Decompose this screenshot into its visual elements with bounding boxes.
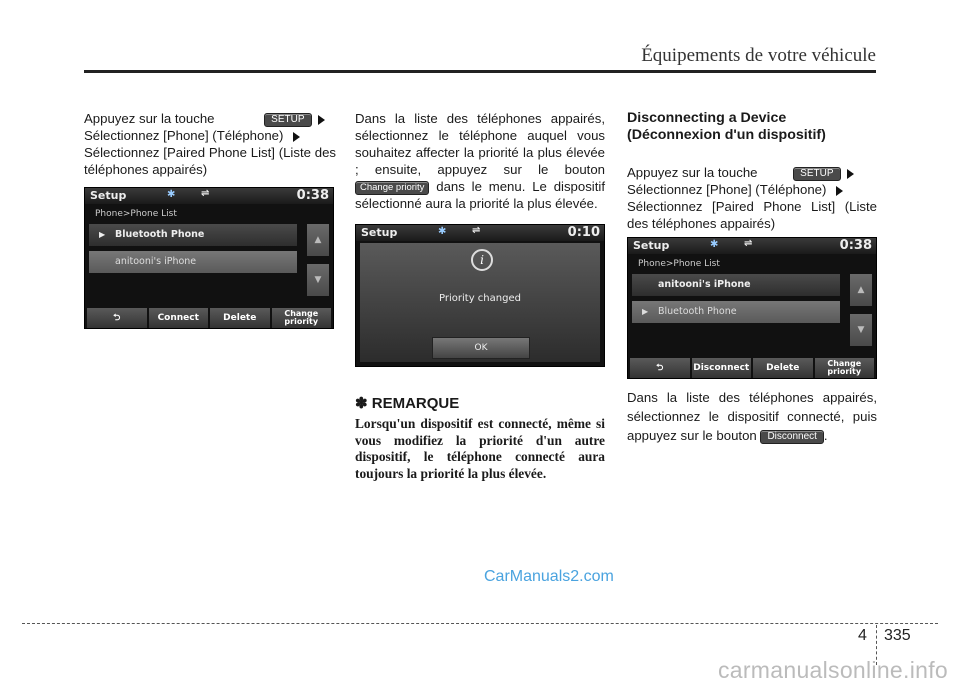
btn-label-line2: priority	[827, 367, 862, 376]
connect-button[interactable]: Connect	[149, 308, 209, 328]
col2-text-2: dans le menu. Le dispositif sélectionné aura la priorité la plus élevée.	[355, 179, 605, 211]
list-item[interactable]	[89, 251, 297, 273]
dialog-message: Priority changed	[439, 293, 521, 304]
col2-text-1: Dans la liste des téléphones appairés, sélectionnez le téléphone auquel vous souhaitez affecter la priorité la plus élevée ; ensuite, appuyez sur le bouton	[355, 111, 605, 177]
bluetooth-icon: ✱	[167, 189, 176, 200]
note-block	[355, 380, 605, 482]
play-arrow-icon: ▶	[642, 307, 649, 316]
list-item-label: Bluetooth Phone	[115, 229, 205, 240]
column-3	[627, 110, 877, 232]
scroll-down-button[interactable]: ▼	[307, 264, 329, 296]
section-title-line2: (Déconnexion d'un dispositif)	[627, 127, 826, 143]
screen-title: Setup	[90, 189, 127, 202]
back-button[interactable]: ⮌	[630, 358, 690, 378]
ok-button[interactable]: OK	[432, 337, 530, 359]
list-item[interactable]	[632, 301, 840, 323]
col2-paragraph	[355, 110, 605, 212]
usb-icon: ⇌	[201, 188, 210, 199]
scroll-up-button[interactable]: ▲	[307, 224, 329, 256]
usb-icon: ⇌	[744, 238, 753, 249]
disconnect-badge: Disconnect	[760, 430, 823, 444]
setup-key-badge: SETUP	[793, 167, 840, 181]
bluetooth-icon: ✱	[438, 226, 447, 237]
col3-text-2: Sélectionnez [Phone] (Téléphone)	[627, 182, 831, 197]
note-title: ✽ REMARQUE	[355, 395, 460, 412]
screen-phone-list-2	[627, 237, 877, 379]
btn-label-line1: Change	[827, 359, 862, 368]
btn-label-line1: Change	[284, 309, 319, 318]
screen-breadcrumb: Phone>Phone List	[638, 259, 720, 269]
change-priority-button[interactable]	[815, 358, 875, 378]
section-title-line1: Disconnecting a Device	[627, 110, 787, 126]
site-watermark: carmanualsonline.info	[717, 657, 948, 683]
column-2	[355, 110, 605, 212]
screen-topbar	[356, 225, 604, 241]
column-1	[84, 110, 336, 178]
change-priority-badge: Change priority	[355, 181, 429, 195]
note-body: Lorsqu'un dispositif est connecté, même si vous modifiez la priorité d'un autre dispositif, le téléphone connecté aura toujours la priorité la plus élevée.	[355, 416, 605, 481]
back-button[interactable]: ⮌	[87, 308, 147, 328]
chapter-number: 4	[858, 627, 867, 644]
col3-text-1: Appuyez sur la touche	[627, 165, 762, 180]
disconnect-button[interactable]: Disconnect	[692, 358, 752, 378]
step-arrow-icon	[293, 132, 300, 142]
watermark-link[interactable]: CarManuals2.com	[484, 568, 614, 585]
footer-divider	[22, 623, 938, 624]
step-arrow-icon	[847, 169, 854, 179]
scroll-down-button[interactable]: ▼	[850, 314, 872, 346]
section-header-title: Équipements de votre véhicule	[641, 45, 876, 66]
change-priority-button[interactable]	[272, 308, 332, 328]
list-item-label: anitooni's iPhone	[115, 256, 197, 267]
col3-text-3: Sélectionnez [Paired Phone List] (Liste des téléphones appairés)	[627, 199, 877, 231]
step-arrow-icon	[836, 186, 843, 196]
play-arrow-icon: ▶	[99, 230, 106, 239]
priority-dialog	[360, 243, 600, 362]
info-icon: i	[471, 249, 493, 271]
screen-button-bar	[85, 308, 333, 328]
screen-title: Setup	[361, 226, 398, 239]
screen-breadcrumb: Phone>Phone List	[95, 209, 177, 219]
delete-button[interactable]: Delete	[753, 358, 813, 378]
list-item[interactable]	[89, 224, 297, 246]
screen-clock: 0:10	[567, 225, 600, 240]
page-number: 335	[884, 627, 911, 644]
btn-label-line2: priority	[284, 317, 319, 326]
list-item-label: anitooni's iPhone	[658, 279, 751, 290]
setup-key-badge: SETUP	[264, 113, 311, 127]
col1-text-1: Appuyez sur la touche	[84, 111, 219, 126]
screen-priority-changed	[355, 224, 605, 367]
col1-text-2: Sélectionnez [Phone] (Téléphone)	[84, 128, 288, 143]
bluetooth-icon: ✱	[710, 239, 719, 250]
screen-title: Setup	[633, 239, 670, 252]
scroll-up-button[interactable]: ▲	[850, 274, 872, 306]
header-divider	[84, 70, 876, 73]
screen-topbar	[85, 188, 333, 204]
screen-clock: 0:38	[839, 238, 872, 253]
section-title	[627, 110, 877, 144]
list-item-label: Bluetooth Phone	[658, 306, 737, 317]
step-arrow-icon	[318, 115, 325, 125]
col1-paragraph	[84, 110, 336, 178]
usb-icon: ⇌	[472, 225, 481, 236]
list-item[interactable]	[632, 274, 840, 296]
screen-topbar	[628, 238, 876, 254]
col3-paragraph-1	[627, 164, 877, 232]
col1-text-3: Sélectionnez [Paired Phone List] (Liste des téléphones appairés)	[84, 145, 336, 177]
screen-clock: 0:38	[296, 188, 329, 203]
col3-paragraph-2	[627, 388, 877, 445]
screen-button-bar	[628, 358, 876, 378]
delete-button[interactable]: Delete	[210, 308, 270, 328]
col3-text-4: Dans la liste des téléphones appairés, sélectionnez le dispositif connecté, puis appuyez sur le bouton	[627, 390, 877, 443]
col3-text-5: .	[823, 428, 828, 443]
screen-phone-list-1	[84, 187, 334, 329]
